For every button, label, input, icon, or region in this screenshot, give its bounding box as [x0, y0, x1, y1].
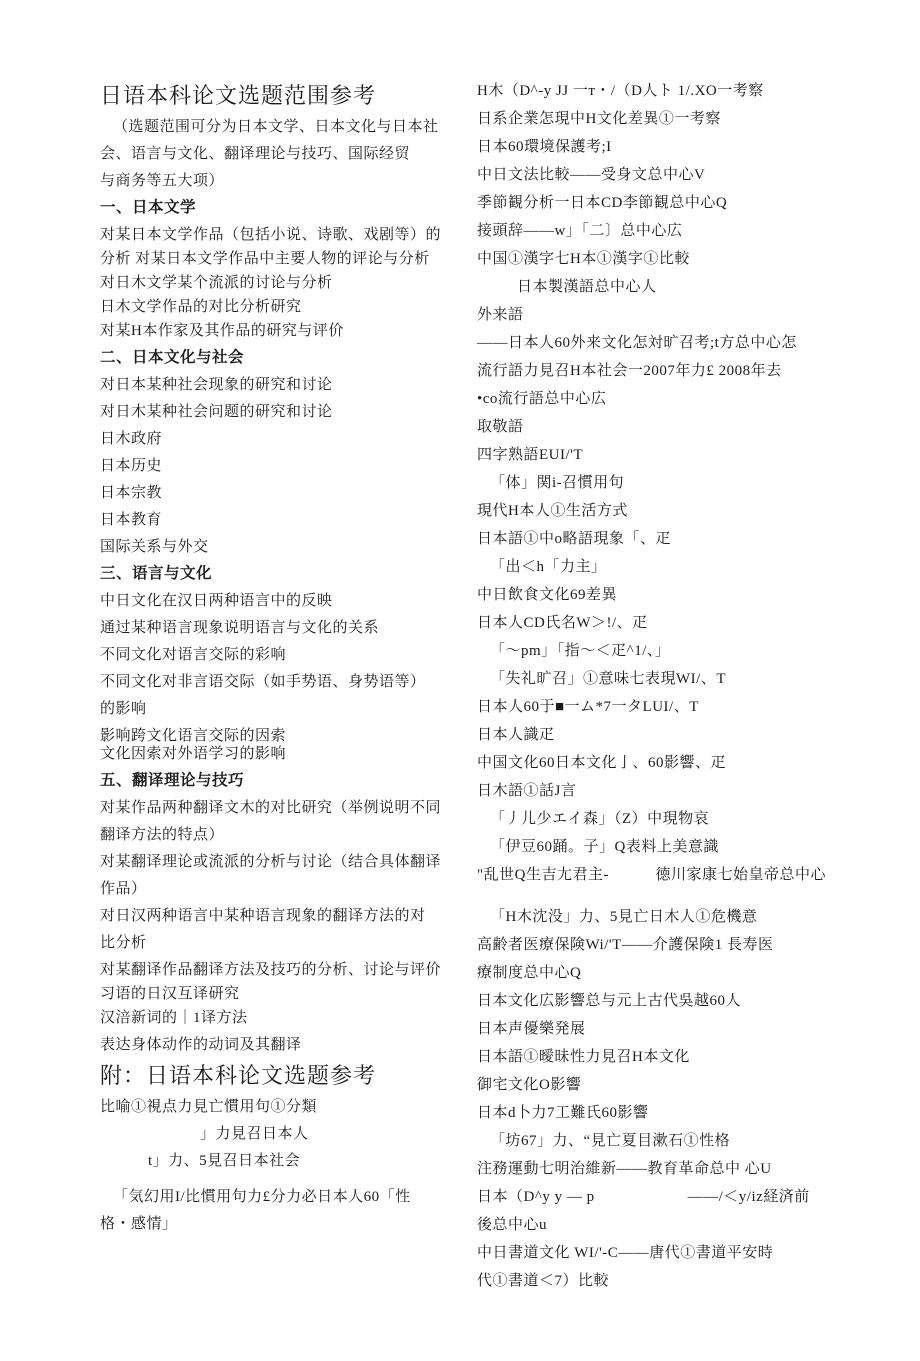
topic-line: 接頭辞——w」「二〕总中心広: [477, 223, 683, 239]
text-line: 对某日本文学作品（包括小说、诗歌、戏剧等）的: [100, 227, 442, 243]
text-line: 汉涪新词的｜1译方法: [100, 1010, 248, 1026]
text-line: 比喻①視点力見亡慣用句①分類: [100, 1099, 318, 1115]
topic-line: "乱世Q生吉尢君主- 徳川家康七始皇帝总中心: [477, 867, 826, 883]
section-heading-1: 一、日本文学: [100, 199, 197, 216]
text-line: 通过某种语言现象说明语言与文化的关系: [100, 620, 380, 636]
text-line: 日木文学作品的对比分析研究: [100, 299, 302, 315]
text-line: 分析 对某日本文学作品中主要人物的评论与分析: [100, 251, 430, 267]
text-line: 作品）: [100, 881, 147, 897]
text-line: 表达身体动作的动词及其翻译: [100, 1037, 302, 1053]
text-line: 影响跨文化语言交际的因索: [100, 728, 287, 744]
topic-line: 四字熟語EUI/'T: [477, 447, 584, 463]
topic-line: 「体」関i-召慣用句: [490, 475, 625, 491]
text-line: 国际关系与外交: [100, 539, 209, 555]
topic-line: 日本60環境保護考;I: [477, 139, 612, 155]
text-line: 对某翻译作品翻译方法及技巧的分析、讨论与评价: [100, 962, 442, 978]
topic-line: 季節観分析一日本CD李節観总中心Q: [477, 195, 728, 211]
document-title: 日语本科论文选题范围参考: [100, 83, 377, 108]
text-line: 习语的日汉互译研究: [100, 986, 240, 1002]
topic-line: 日本d卜力7工難氏60影響: [477, 1105, 649, 1121]
topic-line: 「丿儿少エイ森」（Z）中現物哀: [490, 811, 710, 827]
right-column: [477, 82, 917, 1300]
topic-line: 注務運動七明治維新——教育革命总中 心U: [477, 1161, 772, 1177]
section-heading-5: 五、翻译理论与技巧: [100, 772, 245, 789]
text-line: 不同文化对非言语交际（如手势语、身势语等）: [100, 674, 426, 690]
text-line: 日木政府: [100, 431, 163, 447]
text-line: 日本历史: [100, 458, 163, 474]
topic-line: 流行語力見召H本社会一2007年力£ 2008年去: [477, 363, 782, 379]
text-line: 日本教育: [100, 512, 163, 528]
text-line: 与商务等五大项）: [100, 173, 225, 189]
topic-line: 日本文化広影響总与元上古代吳越60人: [477, 993, 742, 1009]
text-line: 不同文化对语言交际的彩响: [100, 647, 287, 663]
topic-line: 日本人CD氏名W＞!/、疋: [477, 615, 648, 631]
topic-line: 「出＜h「力主」: [490, 559, 607, 575]
topic-line: 中国①漢字七H本①漢字①比較: [477, 251, 690, 267]
topic-line: 中日文法比較——受身文总中心V: [477, 167, 706, 183]
text-line: 中日文化在汉日两种语言中的反映: [100, 593, 333, 609]
topic-line: 「伊豆60踊。子」Q表料上美意識: [490, 839, 719, 855]
topic-line: 「失礼旷召」①意味七表現WI/、T: [490, 671, 726, 687]
topic-line: 代①書道＜7）比較: [477, 1273, 610, 1289]
section-heading-2: 二、日本文化与社会: [100, 349, 245, 366]
text-line: 的影响: [100, 701, 147, 717]
topic-line: 療制度总中心Q: [477, 965, 582, 981]
topic-line: 御宅文化O影響: [477, 1077, 582, 1093]
text-line: 日本宗教: [100, 485, 163, 501]
topic-line: 中日書道文化 WI/'-C——唐代①書道平安時: [477, 1245, 774, 1261]
topic-line: 日本人識疋: [477, 727, 555, 743]
topic-line: •co流行語总中心広: [477, 391, 607, 407]
text-line: 对某H本作家及其作品的研究与评价: [100, 323, 344, 339]
text-line: 对日木某种社会问题的研究和讨论: [100, 404, 333, 420]
topic-line: ——日本人60外来文化怎対旷召考;t方总中心怎: [477, 335, 797, 351]
topic-line: 日本（D^y y — p ——/＜y/iz経済前: [477, 1189, 810, 1205]
topic-line: 取敬語: [477, 419, 524, 435]
topic-line: 後总中心u: [477, 1217, 548, 1233]
topic-line: 「坊67」力、“見亡夏目漱石①性格: [490, 1133, 731, 1149]
text-line: 对某翻译理论或流派的分析与讨论（结合具体翻译: [100, 854, 442, 870]
topic-line: 中国文化60日本文化亅、60影響、疋: [477, 755, 727, 771]
text-line: 对日本某种社会现象的研究和讨论: [100, 377, 333, 393]
topic-line: 日本製漢語总中心人: [517, 279, 657, 295]
appendix-title: 附：日语本科论文选题参考: [100, 1063, 377, 1088]
topic-line: 高齢者医療保険Wi/'T——介護保険1 長寿医: [477, 937, 774, 953]
left-column: [100, 83, 472, 1242]
text-line: （选题范围可分为日本文学、日本文化与日本社: [113, 119, 439, 135]
text-line: 对日汉两种语言中某种语言现象的翻译方法的对: [100, 908, 426, 924]
topic-line: 中日飲食文化69差異: [477, 587, 618, 603]
text-line: 翻译方法的特点）: [100, 827, 225, 843]
topic-line: 日木語①話J言: [477, 783, 577, 799]
text-line: 文化因索对外语学习的影响: [100, 746, 287, 762]
text-line: 对日木文学某个流派的讨论与分析: [100, 275, 333, 291]
topic-line: 日本人60于■一ム*7一タLUI/、T: [477, 699, 699, 715]
section-heading-3: 三、语言与文化: [100, 565, 213, 582]
topic-line: 日本語①曖昧性力見召H本文化: [477, 1049, 690, 1065]
text-line: t」力、5見召日本社会: [148, 1153, 301, 1169]
topic-line: 日系企業怎現中H文化差異①一考察: [477, 111, 721, 127]
topic-line: 「H木沈没」力、5見亡日木人①危機意: [490, 909, 758, 925]
text-line: 」力見召日本人: [200, 1126, 309, 1142]
topic-line: 日本語①中o略語現象「、疋: [477, 531, 672, 547]
topic-line: H木（D^-y JJ 一т・/（D人ト 1/.XO一考察: [477, 83, 764, 99]
text-line: 比分析: [100, 935, 147, 951]
topic-line: 現代H本人①生活方式: [477, 503, 628, 519]
topic-line: 外来語: [477, 307, 524, 323]
text-line: 会、语言与文化、翻译理论与技巧、国际经贸: [100, 146, 411, 162]
text-line: 「気幻用I/比慣用句力£分力必日本人60「性: [113, 1189, 411, 1205]
topic-line: 「～pm」「指～＜疋^1/、」: [490, 643, 671, 659]
text-line: 对某作品两种翻译文木的对比研究（举例说明不同: [100, 800, 442, 816]
topic-line: 日本声優樂発展: [477, 1021, 586, 1037]
text-line: 格・感情」: [100, 1216, 178, 1232]
